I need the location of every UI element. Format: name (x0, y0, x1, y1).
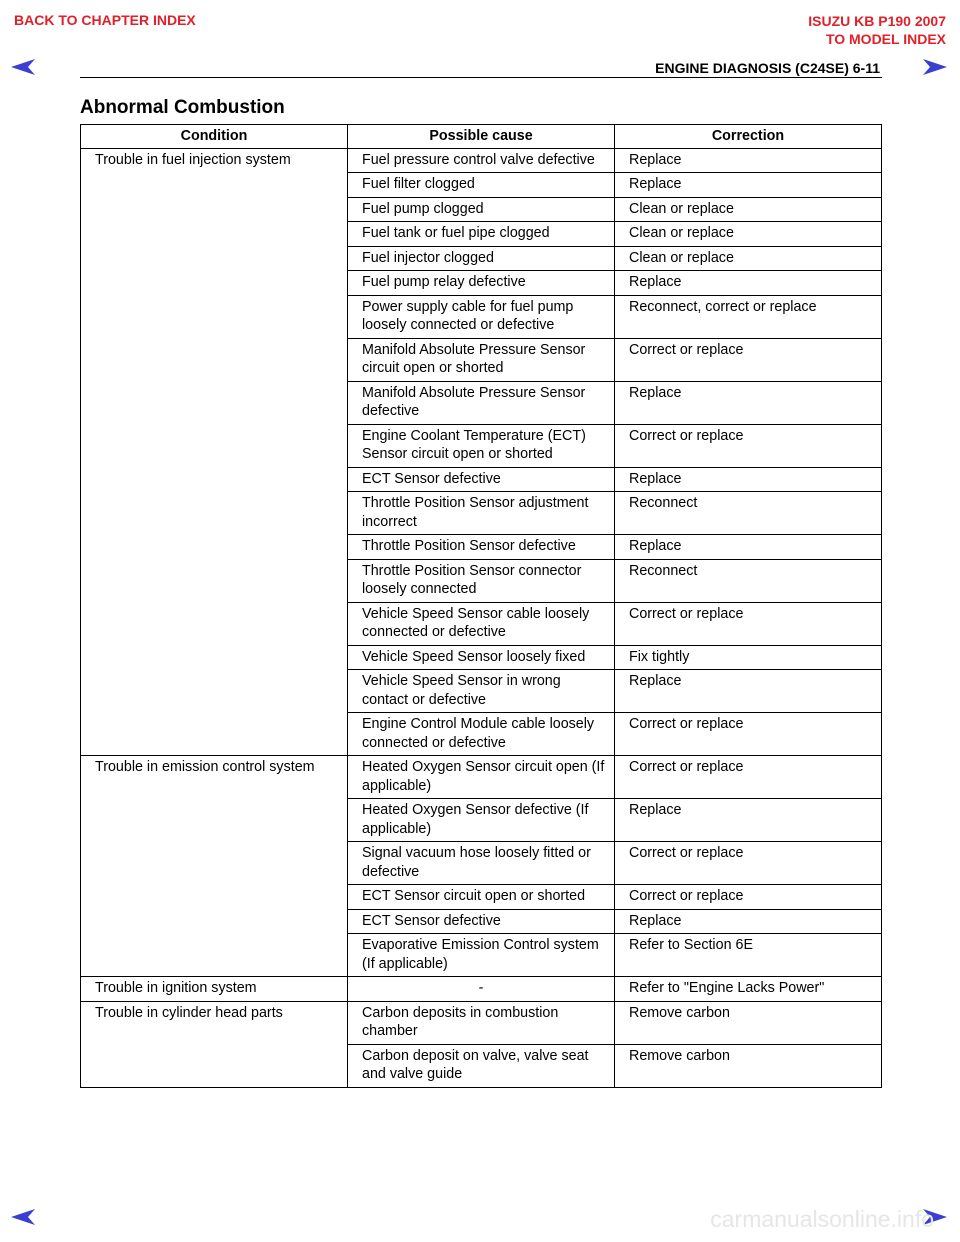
correction-cell: Fix tightly (615, 645, 882, 670)
correction-cell: Reconnect, correct or replace (615, 295, 882, 338)
column-header-correction: Correction (615, 125, 882, 149)
correction-cell: Correct or replace (615, 338, 882, 381)
possible-cause-cell: Power supply cable for fuel pump loosely connected or defective (348, 295, 615, 338)
arrow-left-shape (11, 59, 35, 75)
to-model-index-link[interactable]: TO MODEL INDEX (825, 31, 946, 47)
condition-cell: Trouble in fuel injection system (81, 148, 348, 756)
possible-cause-cell: Vehicle Speed Sensor cable loosely connected or defective (348, 602, 615, 645)
possible-cause-cell: Fuel pressure control valve defective (348, 148, 615, 173)
possible-cause-cell: Carbon deposit on valve, valve seat and valve guide (348, 1044, 615, 1087)
possible-cause-cell: ECT Sensor defective (348, 909, 615, 934)
possible-cause-cell: Signal vacuum hose loosely fitted or defective (348, 842, 615, 885)
possible-cause-cell: Vehicle Speed Sensor in wrong contact or defective (348, 670, 615, 713)
column-header-possible-cause: Possible cause (348, 125, 615, 149)
possible-cause-cell: Fuel pump clogged (348, 197, 615, 222)
correction-cell: Correct or replace (615, 756, 882, 799)
watermark: carmanualsonline.info (710, 1206, 934, 1232)
model-header (808, 12, 946, 48)
table-row (81, 756, 882, 799)
correction-cell: Refer to Section 6E (615, 934, 882, 977)
possible-cause-cell: Throttle Position Sensor adjustment incorrect (348, 492, 615, 535)
correction-cell: Replace (615, 381, 882, 424)
possible-cause-cell: Manifold Absolute Pressure Sensor defective (348, 381, 615, 424)
section-title: Abnormal Combustion (80, 97, 285, 118)
correction-cell: Correct or replace (615, 885, 882, 910)
table-row (81, 977, 882, 1002)
possible-cause-cell: Heated Oxygen Sensor circuit open (If applicable) (348, 756, 615, 799)
arrow-right-shape (923, 59, 947, 75)
possible-cause-cell: ECT Sensor circuit open or shorted (348, 885, 615, 910)
correction-cell: Correct or replace (615, 602, 882, 645)
next-page-arrow-icon[interactable] (922, 58, 948, 76)
table-header-row (81, 125, 882, 149)
page-header: ENGINE DIAGNOSIS (C24SE) 6-11 (655, 60, 880, 76)
possible-cause-cell: Engine Control Module cable loosely connected or defective (348, 713, 615, 756)
correction-cell: Refer to "Engine Lacks Power" (615, 977, 882, 1002)
correction-cell: Replace (615, 799, 882, 842)
possible-cause-cell: Throttle Position Sensor defective (348, 535, 615, 560)
previous-page-arrow-icon[interactable] (10, 58, 36, 76)
possible-cause-cell: Carbon deposits in combustion chamber (348, 1001, 615, 1044)
model-title: ISUZU KB P190 2007 (808, 13, 946, 29)
possible-cause-cell: ECT Sensor defective (348, 467, 615, 492)
correction-cell: Correct or replace (615, 424, 882, 467)
correction-cell: Replace (615, 173, 882, 198)
possible-cause-cell: Fuel filter clogged (348, 173, 615, 198)
possible-cause-cell: Fuel pump relay defective (348, 271, 615, 296)
table-row (81, 148, 882, 173)
correction-cell: Reconnect (615, 559, 882, 602)
possible-cause-cell: - (348, 977, 615, 1002)
possible-cause-cell: Engine Coolant Temperature (ECT) Sensor circuit open or shorted (348, 424, 615, 467)
correction-cell: Replace (615, 271, 882, 296)
header-divider (80, 77, 882, 78)
correction-cell: Clean or replace (615, 197, 882, 222)
table-row (81, 1001, 882, 1044)
correction-cell: Replace (615, 467, 882, 492)
correction-cell: Remove carbon (615, 1001, 882, 1044)
condition-cell: Trouble in emission control system (81, 756, 348, 977)
correction-cell: Replace (615, 670, 882, 713)
possible-cause-cell: Vehicle Speed Sensor loosely fixed (348, 645, 615, 670)
correction-cell: Replace (615, 535, 882, 560)
correction-cell: Clean or replace (615, 222, 882, 247)
correction-cell: Remove carbon (615, 1044, 882, 1087)
previous-page-bottom-arrow-icon[interactable] (10, 1208, 36, 1226)
back-to-chapter-index-link[interactable]: BACK TO CHAPTER INDEX (14, 12, 196, 28)
diagnosis-table (80, 124, 882, 1088)
table-body (81, 148, 882, 1087)
possible-cause-cell: Evaporative Emission Control system (If applicable) (348, 934, 615, 977)
arrow-left-shape (11, 1209, 35, 1225)
correction-cell: Clean or replace (615, 246, 882, 271)
possible-cause-cell: Fuel injector clogged (348, 246, 615, 271)
condition-cell: Trouble in ignition system (81, 977, 348, 1002)
correction-cell: Correct or replace (615, 713, 882, 756)
correction-cell: Replace (615, 148, 882, 173)
correction-cell: Reconnect (615, 492, 882, 535)
possible-cause-cell: Fuel tank or fuel pipe clogged (348, 222, 615, 247)
condition-cell: Trouble in cylinder head parts (81, 1001, 348, 1087)
possible-cause-cell: Throttle Position Sensor connector loosely connected (348, 559, 615, 602)
correction-cell: Replace (615, 909, 882, 934)
possible-cause-cell: Heated Oxygen Sensor defective (If applicable) (348, 799, 615, 842)
column-header-condition: Condition (81, 125, 348, 149)
correction-cell: Correct or replace (615, 842, 882, 885)
possible-cause-cell: Manifold Absolute Pressure Sensor circuit open or shorted (348, 338, 615, 381)
